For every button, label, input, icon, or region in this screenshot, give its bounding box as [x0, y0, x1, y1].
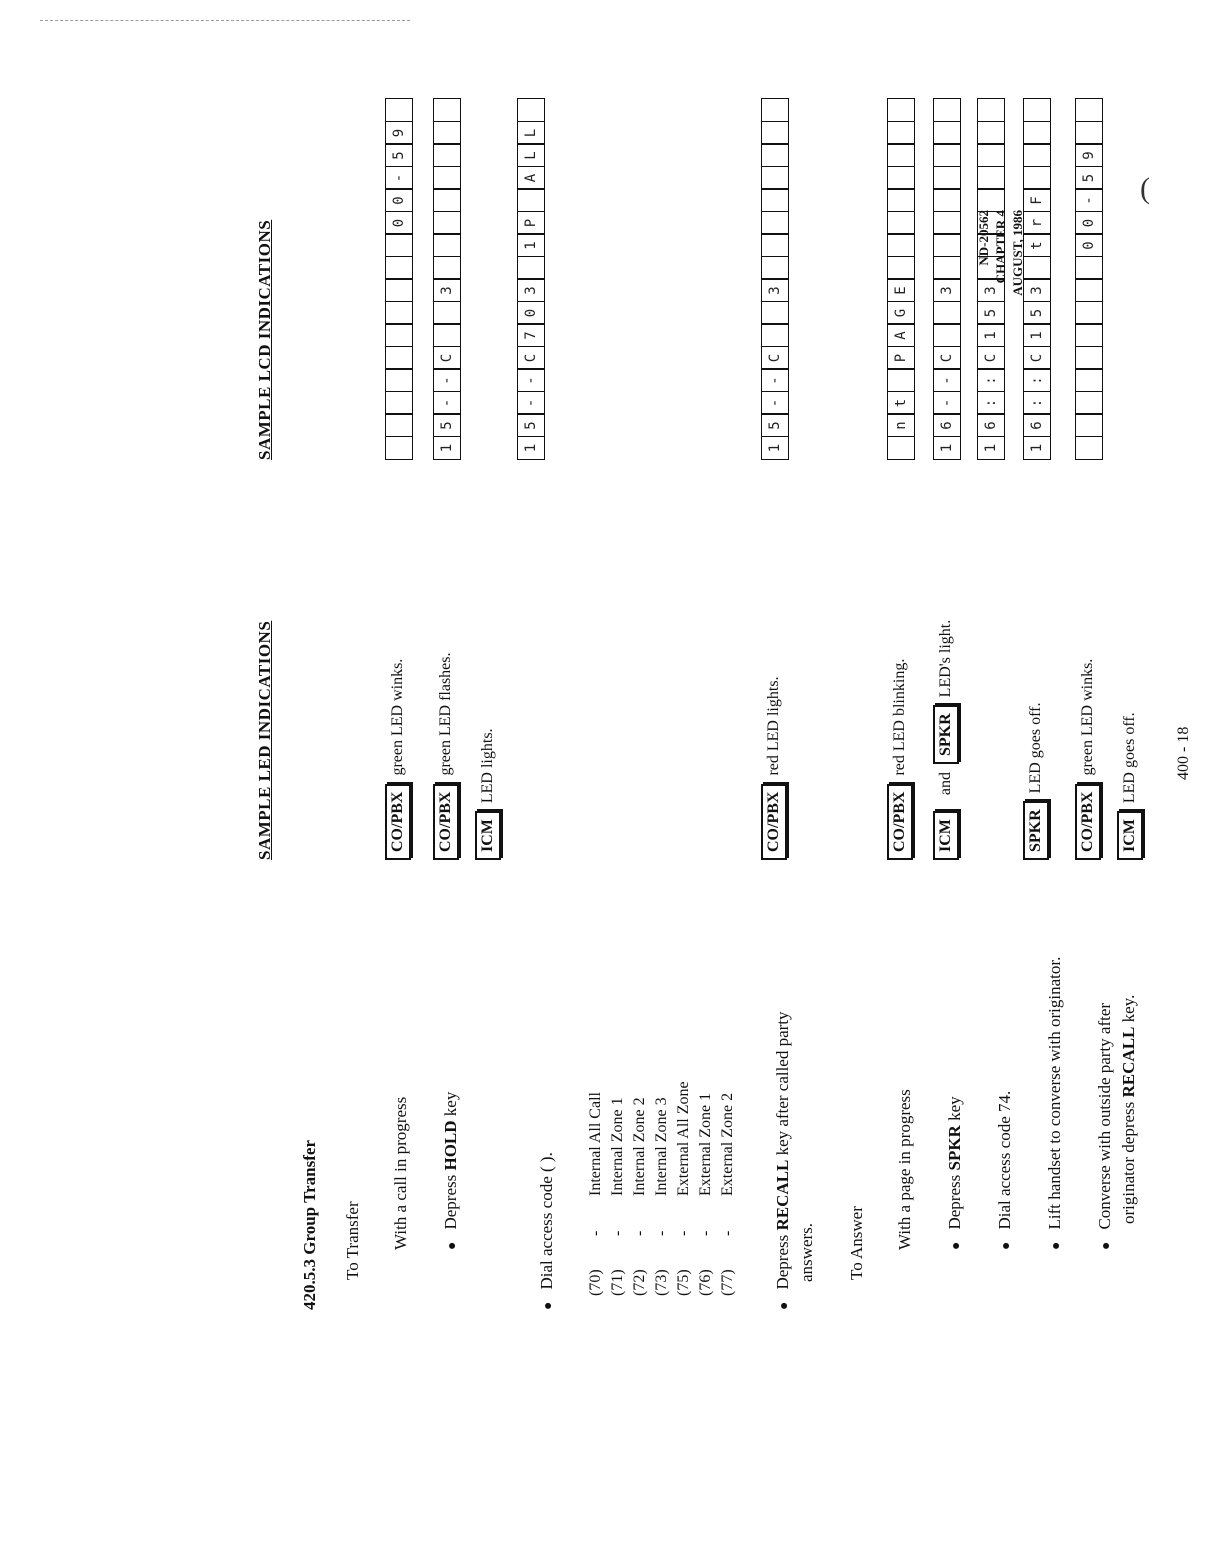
- lcd-cell: [887, 189, 915, 213]
- lcd-display-row: [385, 100, 413, 460]
- lcd-cell: [887, 121, 915, 145]
- lcd-cell: 1: [1023, 324, 1051, 348]
- lcd-cell: A: [517, 166, 545, 190]
- lcd-cell: E: [887, 279, 915, 303]
- led-row: CO/PBX red LED blinking.: [887, 659, 913, 860]
- depress-recall-continuation: answers.: [797, 1222, 816, 1282]
- lcd-cell: [1075, 324, 1103, 348]
- lcd-cell: [761, 324, 789, 348]
- lcd-cell: [1075, 436, 1103, 460]
- lcd-cell: 3: [977, 279, 1005, 303]
- lcd-cell: [887, 369, 915, 393]
- led-row: ICM LED lights.: [475, 728, 501, 860]
- lcd-cell: 1: [1023, 436, 1051, 460]
- lcd-cell: 6: [1023, 414, 1051, 438]
- lcd-cell: -: [1075, 189, 1103, 213]
- lcd-cell: 3: [933, 279, 961, 303]
- lcd-cell: [385, 301, 413, 325]
- scan-artifact-line: [40, 20, 410, 21]
- chapter-label: CHAPTER 4: [993, 210, 1008, 284]
- lcd-display-row: [517, 100, 545, 460]
- co-pbx-key-icon: CO/PBX: [887, 784, 913, 860]
- lcd-cell: [1075, 391, 1103, 415]
- converse-continuation: originator depress RECALL key.: [1119, 994, 1138, 1224]
- lcd-cell: 3: [433, 279, 461, 303]
- lcd-cell: [761, 144, 789, 168]
- led-row: ICM LED goes off.: [1117, 712, 1143, 860]
- co-pbx-key-icon: CO/PBX: [433, 784, 459, 860]
- lcd-cell: 0: [1075, 234, 1103, 258]
- lcd-cell: [977, 166, 1005, 190]
- lcd-cell: [385, 324, 413, 348]
- icm-key-icon: ICM: [475, 811, 501, 860]
- with-page-text: With a page in progress: [895, 1089, 914, 1250]
- lcd-cell: [933, 234, 961, 258]
- spkr-key-icon: SPKR: [1023, 801, 1049, 860]
- lcd-cell: C: [433, 346, 461, 370]
- lcd-cell: [977, 121, 1005, 145]
- lcd-cell: [1075, 99, 1103, 123]
- depress-hold-step: ● Depress HOLD key: [441, 1092, 461, 1250]
- lcd-cell: 1: [977, 324, 1005, 348]
- lcd-cell: [761, 121, 789, 145]
- code-row: (73)-Internal Zone 3: [653, 1097, 670, 1296]
- doc-number: ND-20562: [976, 210, 991, 266]
- lcd-cell: 5: [977, 301, 1005, 325]
- lcd-cell: [1023, 166, 1051, 190]
- lcd-cell: [385, 234, 413, 258]
- lcd-cell: t: [1023, 234, 1051, 258]
- lcd-cell: [1023, 121, 1051, 145]
- section-title: 420.5.3 Group Transfer: [300, 1139, 319, 1310]
- lcd-cell: [1075, 121, 1103, 145]
- lcd-cell: [1075, 279, 1103, 303]
- lcd-display-row: [433, 100, 461, 460]
- lcd-cell: C: [933, 346, 961, 370]
- lcd-cell: 1: [933, 436, 961, 460]
- lcd-cell: [977, 234, 1005, 258]
- lcd-cell: [385, 436, 413, 460]
- rotated-page: [95, 128, 1192, 1400]
- led-heading: SAMPLE LED INDICATIONS: [255, 620, 274, 860]
- lcd-cell: [977, 189, 1005, 213]
- code-row: (75)-External All Zone: [675, 1081, 692, 1296]
- lcd-cell: [977, 144, 1005, 168]
- lcd-cell: [517, 99, 545, 123]
- lcd-display-row: [933, 100, 961, 460]
- lcd-cell: [977, 256, 1005, 280]
- lcd-heading: SAMPLE LCD INDICATIONS: [255, 219, 274, 460]
- lcd-cell: -: [433, 369, 461, 393]
- lcd-cell: [887, 166, 915, 190]
- lcd-cell: 3: [761, 279, 789, 303]
- lcd-display-row: [761, 100, 789, 460]
- co-pbx-key-icon: CO/PBX: [1075, 784, 1101, 860]
- lcd-cell: :: [1023, 391, 1051, 415]
- lcd-cell: 5: [1023, 301, 1051, 325]
- code-row: (76)-External Zone 1: [697, 1092, 714, 1296]
- lcd-cell: [761, 211, 789, 235]
- lcd-cell: [761, 166, 789, 190]
- dial-access-step: ● Dial access code ( ).: [537, 1152, 557, 1310]
- lcd-cell: [433, 144, 461, 168]
- code-row: (77)-External Zone 2: [719, 1092, 736, 1296]
- led-row: ICM and SPKR LED's light.: [933, 620, 959, 860]
- lcd-cell: 7: [517, 324, 545, 348]
- lcd-cell: [933, 121, 961, 145]
- lcd-cell: [385, 391, 413, 415]
- lcd-cell: -: [517, 369, 545, 393]
- lcd-cell: G: [887, 301, 915, 325]
- lcd-cell: [887, 144, 915, 168]
- lcd-cell: C: [1023, 346, 1051, 370]
- lcd-cell: [933, 256, 961, 280]
- led-row: CO/PBX green LED flashes.: [433, 652, 459, 860]
- lcd-cell: [933, 189, 961, 213]
- lcd-cell: [385, 256, 413, 280]
- lcd-cell: [761, 99, 789, 123]
- lcd-cell: 1: [761, 436, 789, 460]
- lcd-cell: 0: [1075, 211, 1103, 235]
- lcd-cell: [887, 211, 915, 235]
- lcd-cell: 1: [977, 436, 1005, 460]
- lcd-cell: C: [517, 346, 545, 370]
- lcd-cell: [433, 234, 461, 258]
- lcd-cell: 3: [1023, 279, 1051, 303]
- lcd-cell: 1: [517, 436, 545, 460]
- lcd-cell: 1: [433, 436, 461, 460]
- margin-mark: (: [1140, 172, 1150, 205]
- code-row: (71)-Internal Zone 1: [609, 1097, 626, 1296]
- lcd-cell: [433, 301, 461, 325]
- lcd-cell: [933, 166, 961, 190]
- lcd-cell: -: [933, 369, 961, 393]
- lcd-cell: [977, 211, 1005, 235]
- lcd-cell: A: [887, 324, 915, 348]
- lcd-cell: [517, 189, 545, 213]
- converse-step: ● Converse with outside party after: [1095, 1003, 1115, 1250]
- lcd-cell: [933, 324, 961, 348]
- lcd-display-row: [1075, 100, 1103, 460]
- lcd-cell: [761, 256, 789, 280]
- lcd-cell: :: [1023, 369, 1051, 393]
- dial-74-step: ● Dial access code 74.: [995, 1091, 1015, 1250]
- code-row: (70)-Internal All Call: [587, 1092, 604, 1296]
- lcd-cell: -: [385, 166, 413, 190]
- lcd-cell: 5: [1075, 166, 1103, 190]
- lcd-cell: -: [933, 391, 961, 415]
- date-label: AUGUST, 1986: [1010, 210, 1025, 296]
- lcd-cell: [1075, 369, 1103, 393]
- lcd-cell: P: [517, 211, 545, 235]
- lcd-cell: [933, 99, 961, 123]
- led-row: CO/PBX red LED lights.: [761, 676, 787, 860]
- lcd-cell: [887, 436, 915, 460]
- lcd-cell: [1023, 144, 1051, 168]
- lcd-cell: [761, 234, 789, 258]
- lcd-cell: [887, 234, 915, 258]
- lcd-cell: P: [887, 346, 915, 370]
- lcd-display-row: [977, 100, 1005, 460]
- led-row: CO/PBX green LED winks.: [385, 659, 411, 860]
- lcd-cell: [433, 99, 461, 123]
- lcd-cell: [433, 166, 461, 190]
- access-code-list: [585, 1081, 739, 1296]
- lcd-display-row: [1023, 100, 1051, 460]
- lcd-cell: C: [761, 346, 789, 370]
- lcd-cell: C: [977, 346, 1005, 370]
- lcd-cell: :: [977, 391, 1005, 415]
- lcd-cell: 0: [385, 211, 413, 235]
- lcd-cell: [433, 256, 461, 280]
- lcd-cell: [385, 414, 413, 438]
- lcd-cell: r: [1023, 211, 1051, 235]
- co-pbx-key-icon: CO/PBX: [385, 784, 411, 860]
- lcd-cell: [433, 324, 461, 348]
- lcd-cell: [1075, 301, 1103, 325]
- lcd-cell: 3: [517, 279, 545, 303]
- lcd-cell: 9: [1075, 144, 1103, 168]
- lcd-cell: [385, 369, 413, 393]
- lcd-cell: 5: [433, 414, 461, 438]
- depress-recall-step: ● Depress RECALL key after called party: [773, 1011, 793, 1310]
- spkr-key-icon: SPKR: [933, 705, 959, 764]
- lcd-cell: [887, 99, 915, 123]
- with-call-text: With a call in progress: [391, 1096, 410, 1250]
- lcd-cell: :: [977, 369, 1005, 393]
- lcd-cell: n: [887, 414, 915, 438]
- lcd-cell: 6: [977, 414, 1005, 438]
- lcd-cell: [385, 99, 413, 123]
- lcd-cell: 5: [517, 414, 545, 438]
- lcd-cell: -: [433, 391, 461, 415]
- to-answer-heading: To Answer: [847, 1206, 866, 1280]
- lcd-cell: [1075, 346, 1103, 370]
- lcd-cell: [517, 256, 545, 280]
- icm-key-icon: ICM: [933, 811, 959, 860]
- lcd-cell: -: [761, 391, 789, 415]
- co-pbx-key-icon: CO/PBX: [761, 784, 787, 860]
- lcd-cell: [933, 144, 961, 168]
- lcd-cell: 5: [761, 414, 789, 438]
- lcd-cell: [977, 99, 1005, 123]
- to-transfer-heading: To Transfer: [343, 1201, 362, 1280]
- lcd-display-row: [887, 100, 915, 460]
- depress-spkr-step: ● Depress SPKR key: [945, 1096, 965, 1250]
- lcd-cell: 0: [517, 301, 545, 325]
- page-number: 400 - 18: [1175, 726, 1192, 780]
- lcd-cell: [887, 256, 915, 280]
- lcd-cell: -: [761, 369, 789, 393]
- lcd-cell: 6: [933, 414, 961, 438]
- lcd-cell: [761, 301, 789, 325]
- lcd-cell: F: [1023, 189, 1051, 213]
- lcd-cell: [1075, 414, 1103, 438]
- lcd-cell: [385, 346, 413, 370]
- lcd-cell: [385, 279, 413, 303]
- lcd-cell: [933, 211, 961, 235]
- led-row: CO/PBX green LED winks.: [1075, 659, 1101, 860]
- lcd-cell: [1023, 256, 1051, 280]
- lcd-cell: [761, 189, 789, 213]
- lcd-cell: L: [517, 144, 545, 168]
- led-row: SPKR LED goes off.: [1023, 703, 1049, 860]
- lift-handset-step: ● Lift handset to converse with originator.: [1045, 957, 1065, 1250]
- lcd-cell: 9: [385, 121, 413, 145]
- lcd-cell: [433, 189, 461, 213]
- code-row: (72)-Internal Zone 2: [631, 1097, 648, 1296]
- lcd-cell: -: [517, 391, 545, 415]
- lcd-cell: 5: [385, 144, 413, 168]
- lcd-cell: [1023, 99, 1051, 123]
- icm-key-icon: ICM: [1117, 811, 1143, 860]
- lcd-cell: L: [517, 121, 545, 145]
- lcd-cell: [433, 211, 461, 235]
- lcd-cell: [433, 121, 461, 145]
- lcd-cell: [933, 301, 961, 325]
- lcd-cell: [1075, 256, 1103, 280]
- lcd-cell: 1: [517, 234, 545, 258]
- lcd-cell: 0: [385, 189, 413, 213]
- lcd-cell: t: [887, 391, 915, 415]
